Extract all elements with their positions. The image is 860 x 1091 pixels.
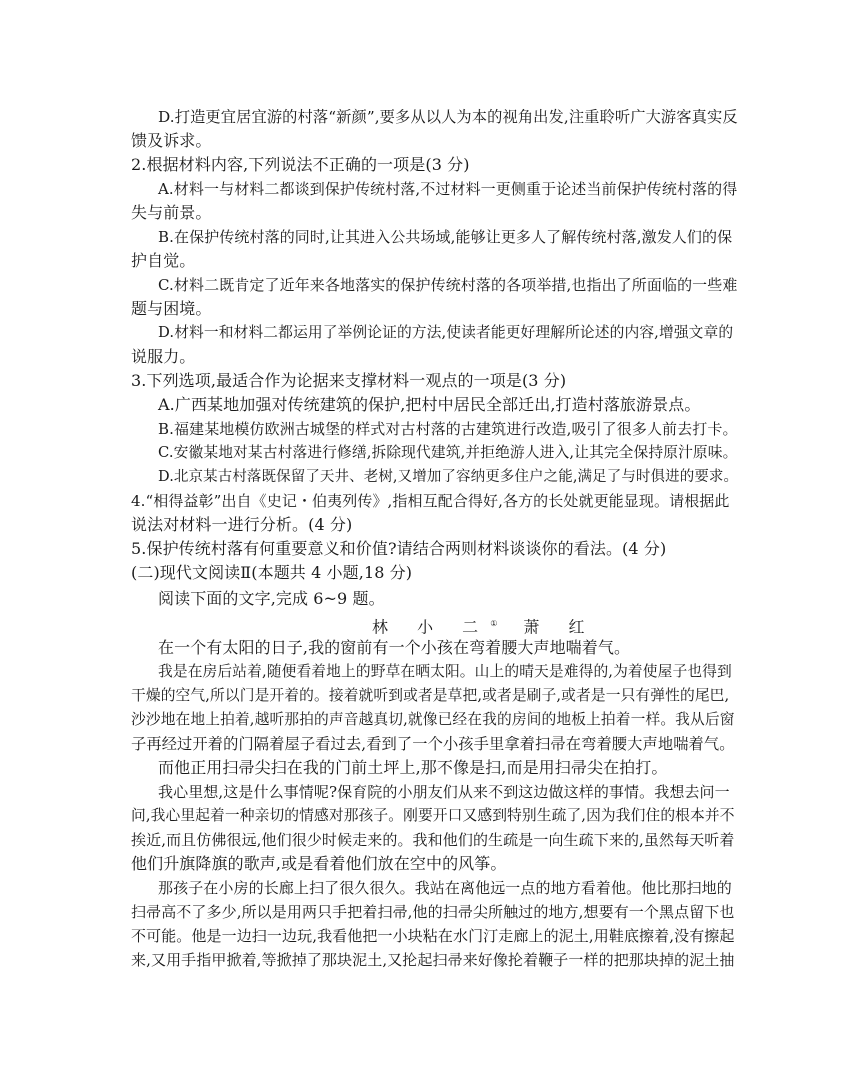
passage-para-5-line2: 扫帚高不了多少,所以是用两只手把着扫帚,他的扫帚尖所触过的地方,想要有一个黑点留下也 xyxy=(131,903,735,921)
passage-para-5-line3: 不可能。他是一边扫一边玩,我看他把一小块粘在水门汀走廊上的泥土,用鞋底擦着,没有擦起 xyxy=(131,927,735,945)
passage-para-3: 而他正用扫帚尖扫在我的门前土坪上,那不像是扫,而是用扫帚尖在拍打。 xyxy=(158,758,668,777)
passage-para-2-line3: 沙沙地在地上拍着,越听那拍的声音越真切,就像已经在我的房间的地板上拍着一样。我从后窗 xyxy=(131,711,735,728)
q2-option-b-line1: B.在保护传统村落的同时,让其进入公共场域,能够让更多人了解传统村落,激发人们的保 xyxy=(158,228,733,246)
passage-para-2-line2: 干燥的空气,所以门是开着的。接着就听到或者是草把,或者是刷子,或者是一只有弹性的尾巴, xyxy=(131,687,730,704)
question-4-line2: 说法对材料一进行分析。(4 分) xyxy=(131,515,353,534)
question-5: 5.保护传统村落有何重要意义和价值?请结合两则材料谈谈你的看法。(4 分) xyxy=(131,539,667,558)
passage-author: 萧 红 xyxy=(523,617,597,637)
q2-option-b-line2: 护自觉。 xyxy=(131,251,196,270)
passage-para-2-line4: 子再经过开着的门隔着屋子看过去,看到了一个小孩手里拿着扫帚在弯着腰大声地喘着气。 xyxy=(131,735,735,753)
q2-option-d-line1: D.材料一和材料二都运用了举例论证的方法,使读者能更好理解所论述的内容,增强文章的 xyxy=(158,324,734,341)
passage-para-4-line3: 挨近,而且仿佛很远,他们很少时候走来的。我和他们的生疏是一向生疏下来的,虽然每天听着 xyxy=(131,831,735,849)
option-d-line2: 馈及诉求。 xyxy=(131,131,212,150)
q3-option-b: B.福建某地模仿欧洲古城堡的样式对古村落的古建筑进行改造,吸引了很多人前去打卡。 xyxy=(158,420,738,438)
option-d-line1: D.打造更宜居宜游的村落“新颜”,要多从以人为本的视角出发,注重聆听广大游客真实反 xyxy=(158,108,738,126)
q2-option-d-line2: 说服力。 xyxy=(131,347,196,366)
passage-title-name: 林 小 二 xyxy=(372,617,491,637)
question-4-line1: 4.“相得益彰”出自《史记・伯夷列传》,指相互配合得好,各方的长处就更能显现。请根据此 xyxy=(131,492,730,510)
passage-para-2-line1: 我是在房后站着,随便看着地上的野草在晒太阳。山上的晴天是难得的,为着使屋子也得到 xyxy=(158,663,732,680)
passage-para-5-line1: 那孩子在小房的长廊上扫了很久很久。我站在离他远一点的地方看着他。他比那扫地的 xyxy=(158,879,732,897)
q3-option-a: A.广西某地加强对传统建筑的保护,把村中居民全部迁出,打造村落旅游景点。 xyxy=(158,395,701,414)
passage-para-4-line4: 他们升旗降旗的歌声,或是看着他们放在空中的风筝。 xyxy=(131,854,507,873)
section-heading: (二)现代文阅读Ⅱ(本题共 4 小题,18 分) xyxy=(131,563,413,582)
q3-option-d: D.北京某古村落既保留了天井、老树,又增加了容纳更多住户之能,满足了与时俱进的要求。 xyxy=(158,469,739,485)
q3-option-c: C.安徽某地对某古村落进行修缮,拆除现代建筑,并拒绝游人进入,让其完全保持原汁原味。 xyxy=(158,444,738,461)
passage-title xyxy=(372,614,596,637)
q2-option-a-line1: A.材料一与材料二都谈到保护传统村落,不过材料一更侧重于论述当前保护传统村落的得 xyxy=(158,180,738,198)
question-3: 3.下列选项,最适合作为论据来支撑材料一观点的一项是(3 分) xyxy=(131,371,567,390)
q2-option-a-line2: 失与前景。 xyxy=(131,203,212,222)
q2-option-c-line2: 题与困境。 xyxy=(131,299,212,318)
footnote-marker: ① xyxy=(490,619,498,628)
q2-option-c-line1: C.材料二既肯定了近年来各地落实的保护传统村落的各项举措,也指出了所面临的一些难 xyxy=(158,276,738,294)
passage-para-5-line4: 来,又用手指甲掀着,等掀掉了那块泥土,又抡起扫帚来好像抡着鞭子一样的把那块掉的泥土抽 xyxy=(131,951,735,969)
question-2: 2.根据材料内容,下列说法不正确的一项是(3 分) xyxy=(131,155,470,174)
passage-para-4-line1: 我心里想,这是什么事情呢?保育院的小朋友们从来不到这边做这样的事情。我想去问一 xyxy=(158,783,730,801)
passage-para-4-line2: 问,我心里起着一种亲切的情感对那孩子。刚要开口又感到特别生疏了,因为我们住的根本并不 xyxy=(131,807,735,824)
reading-instruction: 阅读下面的文字,完成 6~9 题。 xyxy=(158,589,385,608)
passage-para-1: 在一个有太阳的日子,我的窗前有一个小孩在弯着腰大声地喘着气。 xyxy=(158,638,631,657)
